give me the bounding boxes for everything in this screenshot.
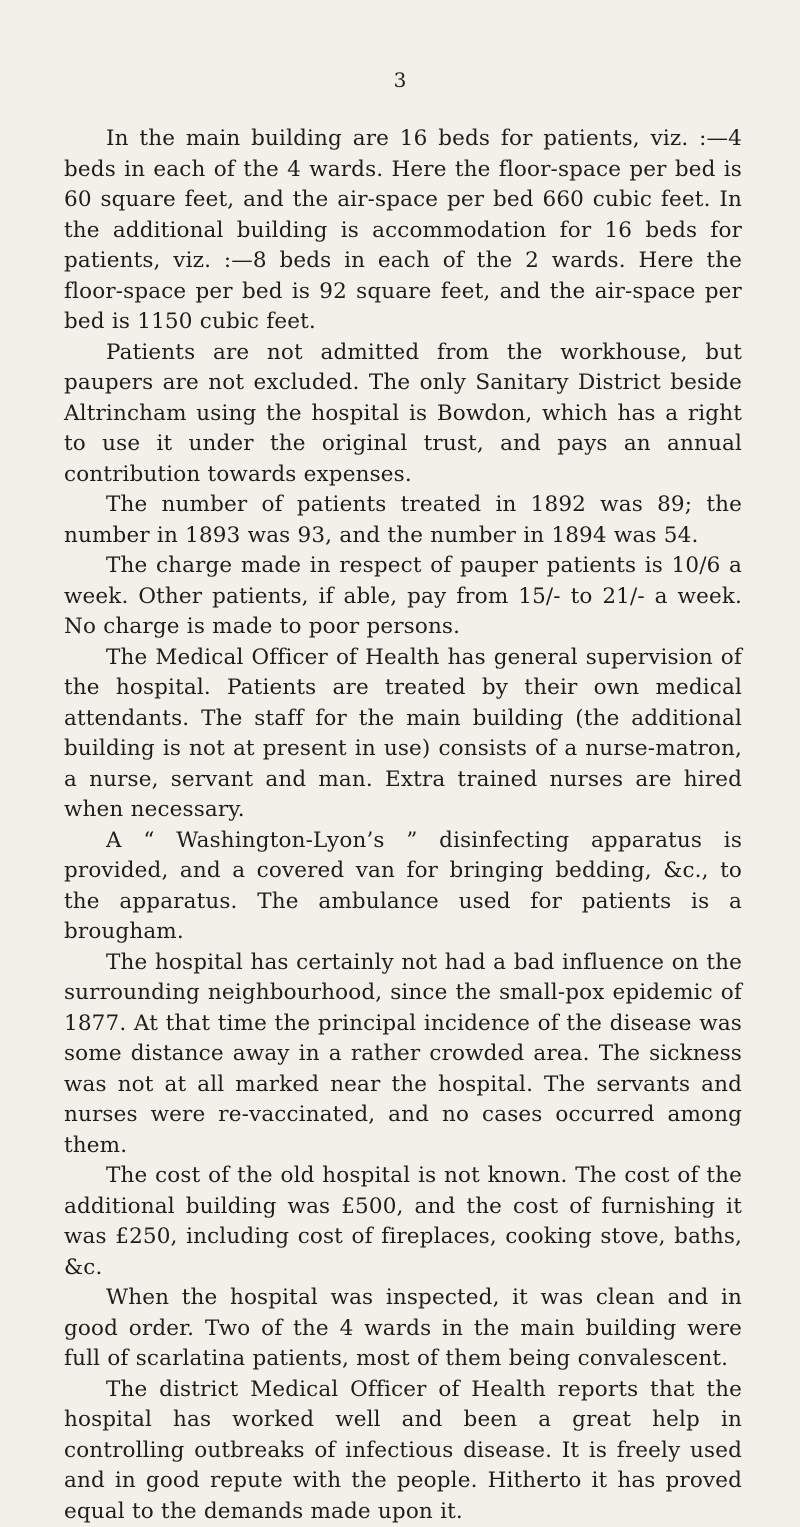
paragraph-report: The district Medical Officer of Health reports that the hospital has worked well and been a great help in controlling outbreaks of infectious disease. It is freely used and in good repute with the people. Hitherto it has proved equal to the demands made upon it. xyxy=(64,1375,742,1527)
page-number: 3 xyxy=(0,68,800,92)
paragraph-patient-numbers: The number of patients treated in 1892 was 89; the number in 1893 was 93, and the number in 1894 was 54. xyxy=(64,490,742,551)
paragraph-charges: The charge made in respect of pauper patients is 10/6 a week. Other patients, if able, pay from 15/- to 21/- a week. No charge is made to poor persons. xyxy=(64,551,742,643)
paragraph-admission: Patients are not admitted from the workhouse, but paupers are not excluded. The only Sanitary District beside Altrincham using the hospital is Bowdon, which has a right to use it under the original trust, and pays an annual contribution towards expenses. xyxy=(64,338,742,491)
paragraph-staff: The Medical Officer of Health has general supervision of the hospital. Patients are treated by their own medical attendants. The staff for the main building (the additional building is not at present in use) consists of a nurse-matron, a nurse, servant and man. Extra trained nurses are hired when necessary. xyxy=(64,643,742,826)
body-text xyxy=(64,124,742,1527)
paragraph-disinfecting-apparatus: A “ Washington-Lyon’s ” disinfecting apparatus is provided, and a covered van for bringing bedding, &c., to the apparatus. The ambulance used for patients is a brougham. xyxy=(64,826,742,948)
paragraph-inspection: When the hospital was inspected, it was clean and in good order. Two of the 4 wards in the main building were full of scarlatina patients, most of them being convalescent. xyxy=(64,1283,742,1375)
paragraph-beds: In the main building are 16 beds for patients, viz. :—4 beds in each of the 4 wards. Here the floor-space per bed is 60 square feet, and the air-space per bed 660 cubic feet. In the additional building is accommodation for 16 beds for patients, viz. :—8 beds in each of the 2 wards. Here the floor-space per bed is 92 square feet, and the air-space per bed is 1150 cubic feet. xyxy=(64,124,742,338)
paragraph-influence: The hospital has certainly not had a bad influence on the surrounding neighbourhood, since the small-pox epidemic of 1877. At that time the principal incidence of the disease was some distance away in a rather crowded area. The sickness was not at all marked near the hospital. The servants and nurses were re-vaccinated, and no cases occurred among them. xyxy=(64,948,742,1162)
paragraph-cost: The cost of the old hospital is not known. The cost of the additional building was £500, and the cost of furnishing it was £250, including cost of fireplaces, cooking stove, baths, &c. xyxy=(64,1161,742,1283)
